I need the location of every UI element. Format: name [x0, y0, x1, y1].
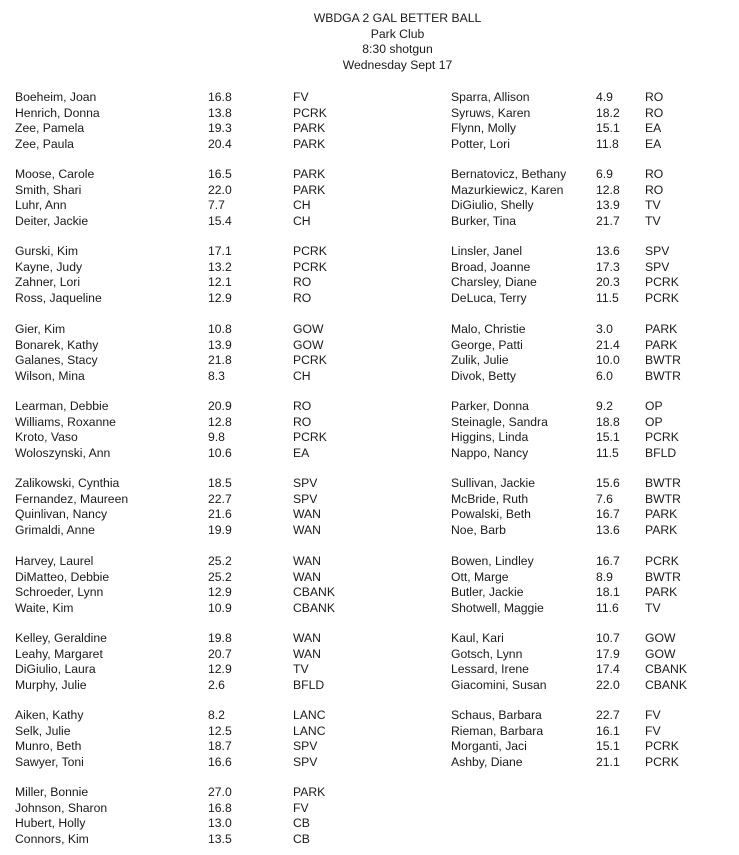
player-name: Steinagle, Sandra [451, 414, 548, 429]
player-handicap: 2.6 [208, 677, 225, 692]
player-club: RO [293, 414, 312, 429]
player-name: Ott, Marge [451, 569, 509, 584]
player-name: Divok, Betty [451, 368, 517, 383]
player-club: SPV [293, 754, 318, 769]
player-handicap: 6.9 [596, 167, 613, 181]
player-club: EA [645, 136, 662, 151]
player-handicap: 21.4 [596, 337, 620, 352]
player-name: Syruws, Karen [451, 105, 531, 120]
player-handicap: 16.7 [596, 554, 620, 568]
player-name: Butler, Jackie [451, 585, 524, 600]
player-name: Giacomini, Susan [451, 677, 547, 692]
player-handicap: 10.6 [208, 445, 232, 460]
player-club: WAN [293, 569, 321, 584]
player-handicap: 15.4 [208, 213, 232, 228]
player-name: Potter, Lori [451, 136, 510, 151]
player-club: CBANK [645, 677, 687, 692]
player-name: Rieman, Barbara [451, 723, 544, 738]
player-name: Gier, Kim [15, 322, 66, 336]
player-name: Woloszynski, Ann [15, 445, 111, 460]
player-name: DeLuca, Terry [451, 290, 527, 305]
player-club: PARK [645, 337, 678, 352]
player-name: Henrich, Donna [15, 105, 100, 120]
player-handicap: 15.1 [596, 739, 620, 754]
player-club: RO [293, 399, 312, 413]
player-name: Flynn, Molly [451, 121, 517, 136]
player-club: GOW [645, 631, 676, 645]
player-name: Bonarek, Kathy [15, 337, 99, 352]
player-club: GOW [293, 337, 324, 352]
player-handicap: 15.6 [596, 476, 620, 490]
player-club: PARK [645, 585, 678, 600]
player-handicap: 13.5 [208, 831, 232, 846]
player-handicap: 12.8 [596, 182, 620, 197]
player-name: Kelley, Geraldine [15, 631, 107, 645]
player-club: CH [293, 213, 311, 228]
player-handicap: 13.0 [208, 816, 232, 831]
player-club: CB [293, 831, 310, 846]
player-club: WAN [293, 646, 321, 661]
player-name: Kaul, Kari [451, 631, 504, 645]
player-name: Learman, Debbie [15, 399, 109, 413]
player-handicap: 9.8 [208, 430, 225, 445]
player-handicap: 18.8 [596, 414, 620, 429]
player-name: Johnson, Sharon [15, 800, 108, 815]
player-handicap: 25.2 [208, 569, 232, 584]
player-club: TV [293, 662, 309, 677]
player-name: Grimaldi, Anne [15, 522, 95, 537]
player-name: Lessard, Irene [451, 662, 529, 677]
player-club: SPV [645, 244, 670, 258]
player-club: CH [293, 368, 311, 383]
player-club: SPV [645, 259, 670, 274]
player-handicap: 12.9 [208, 290, 232, 305]
player-club: PARK [293, 182, 326, 197]
player-name: Sullivan, Jackie [451, 476, 535, 490]
player-club: BWTR [645, 353, 681, 368]
player-club: FV [645, 708, 661, 722]
player-name: Zee, Pamela [15, 121, 85, 136]
player-name: Linsler, Janel [451, 244, 523, 258]
player-name: Ashby, Diane [451, 754, 523, 769]
player-club: PARK [645, 322, 678, 336]
player-club: CBANK [645, 662, 687, 677]
player-handicap: 4.9 [596, 90, 613, 104]
player-name: Sawyer, Toni [15, 754, 84, 769]
player-name: DiMatteo, Debbie [15, 569, 110, 584]
player-club: RO [645, 167, 664, 181]
player-name: Powalski, Beth [451, 507, 531, 522]
player-club: SPV [293, 491, 318, 506]
player-club: CB [293, 816, 310, 831]
player-club: BWTR [645, 368, 681, 383]
player-handicap: 20.3 [596, 275, 620, 290]
player-handicap: 27.0 [208, 785, 232, 799]
player-name: Kroto, Vaso [15, 430, 78, 445]
player-handicap: 6.0 [596, 368, 613, 383]
player-name: Moose, Carole [15, 167, 95, 181]
player-club: PCRK [293, 105, 327, 120]
player-club: EA [645, 121, 662, 136]
player-name: Schaus, Barbara [451, 708, 542, 722]
player-club: PCRK [293, 259, 327, 274]
player-handicap: 20.7 [208, 646, 232, 661]
player-name: George, Patti [451, 337, 523, 352]
player-handicap: 7.7 [208, 198, 225, 213]
player-club: WAN [293, 507, 321, 522]
player-club: CH [293, 198, 311, 213]
player-name: Charsley, Diane [451, 275, 537, 290]
player-club: GOW [645, 646, 676, 661]
player-handicap: 19.8 [208, 631, 232, 645]
player-handicap: 10.8 [208, 322, 232, 336]
player-name: Smith, Shari [15, 182, 82, 197]
player-club: PCRK [645, 754, 679, 769]
player-handicap: 12.1 [208, 275, 232, 290]
player-name: Broad, Joanne [451, 259, 531, 274]
player-name: Sparra, Allison [451, 90, 530, 104]
player-handicap: 16.5 [208, 167, 232, 181]
player-club: RO [645, 105, 664, 120]
player-club: PCRK [645, 554, 679, 568]
player-club: FV [293, 90, 309, 104]
player-handicap: 17.3 [596, 259, 620, 274]
player-name: Nappo, Nancy [451, 445, 529, 460]
player-handicap: 17.1 [208, 244, 232, 258]
player-club: PCRK [293, 353, 327, 368]
event-title: WBDGA 2 GAL BETTER BALL [313, 11, 482, 25]
player-name: Parker, Donna [451, 399, 529, 413]
player-handicap: 17.4 [596, 662, 620, 677]
player-club: RO [645, 90, 664, 104]
player-club: RO [293, 290, 312, 305]
player-handicap: 10.0 [596, 353, 620, 368]
player-handicap: 13.6 [596, 522, 620, 537]
player-name: Leahy, Margaret [15, 646, 103, 661]
player-club: PARK [293, 785, 326, 799]
player-handicap: 21.8 [208, 353, 232, 368]
player-name: Murphy, Julie [15, 677, 87, 692]
player-handicap: 16.8 [208, 800, 232, 815]
player-handicap: 17.9 [596, 646, 620, 661]
player-name: Fernandez, Maureen [15, 491, 129, 506]
player-handicap: 13.8 [208, 105, 232, 120]
player-name: Luhr, Ann [15, 198, 67, 213]
player-club: PARK [293, 167, 326, 181]
player-handicap: 13.9 [596, 198, 620, 213]
player-club: OP [645, 399, 663, 413]
player-club: PARK [293, 121, 326, 136]
player-handicap: 19.9 [208, 522, 232, 537]
player-club: EA [293, 445, 310, 460]
player-handicap: 18.5 [208, 476, 232, 490]
player-handicap: 16.8 [208, 90, 232, 104]
player-club: PCRK [293, 430, 327, 445]
player-club: WAN [293, 522, 321, 537]
player-name: Munro, Beth [15, 739, 82, 754]
player-handicap: 21.7 [596, 213, 620, 228]
player-club: PCRK [645, 290, 679, 305]
player-handicap: 9.2 [596, 399, 613, 413]
player-club: LANC [293, 708, 326, 722]
player-name: Hubert, Holly [15, 816, 86, 831]
player-name: Aiken, Kathy [15, 708, 84, 722]
player-name: Zahner, Lori [15, 275, 81, 290]
player-handicap: 12.5 [208, 723, 232, 738]
player-handicap: 8.3 [208, 368, 225, 383]
player-name: Gurski, Kim [15, 244, 78, 258]
player-handicap: 15.1 [596, 121, 620, 136]
player-name: Morganti, Jaci [451, 739, 527, 754]
player-club: RO [293, 275, 312, 290]
player-club: BWTR [645, 491, 681, 506]
event-venue: Park Club [370, 26, 425, 41]
player-name: DiGiulio, Shelly [451, 198, 534, 213]
player-name: Higgins, Linda [451, 430, 529, 445]
player-handicap: 21.6 [208, 507, 232, 522]
player-handicap: 16.7 [596, 507, 620, 522]
player-club: WAN [293, 554, 321, 568]
player-club: PARK [645, 522, 678, 537]
player-name: McBride, Ruth [451, 491, 529, 506]
player-handicap: 16.1 [596, 723, 620, 738]
player-name: Mazurkiewicz, Karen [451, 182, 564, 197]
player-name: Burker, Tina [451, 213, 517, 228]
player-name: Gotsch, Lynn [451, 646, 523, 661]
player-name: Wilson, Mina [15, 368, 85, 383]
player-handicap: 20.4 [208, 136, 232, 151]
player-club: FV [293, 800, 309, 815]
player-name: Zalikowski, Cynthia [15, 476, 120, 490]
player-handicap: 7.6 [596, 491, 613, 506]
player-handicap: 18.7 [208, 739, 232, 754]
player-handicap: 11.6 [596, 600, 619, 615]
player-club: BFLD [293, 677, 325, 692]
player-handicap: 13.9 [208, 337, 232, 352]
player-club: WAN [293, 631, 321, 645]
player-name: Bowen, Lindley [451, 554, 534, 568]
player-name: Ross, Jaqueline [15, 290, 102, 305]
player-name: Harvey, Laurel [15, 554, 94, 568]
player-club: CBANK [293, 600, 335, 615]
player-name: Kayne, Judy [15, 259, 83, 274]
player-handicap: 10.9 [208, 600, 232, 615]
player-handicap: 18.1 [596, 585, 620, 600]
player-name: Waite, Kim [15, 600, 74, 615]
player-club: PCRK [645, 430, 679, 445]
player-handicap: 8.2 [208, 708, 225, 722]
player-handicap: 10.7 [596, 631, 620, 645]
player-handicap: 12.9 [208, 585, 232, 600]
player-handicap: 18.2 [596, 105, 620, 120]
player-handicap: 21.1 [596, 754, 620, 769]
event-start: 8:30 shotgun [362, 42, 433, 56]
player-handicap: 22.7 [208, 491, 232, 506]
player-club: PARK [645, 507, 678, 522]
player-club: PARK [293, 136, 326, 151]
player-club: GOW [293, 322, 324, 336]
player-handicap: 11.5 [596, 445, 619, 460]
player-handicap: 8.9 [596, 569, 613, 584]
player-club: TV [645, 600, 661, 615]
player-club: TV [645, 198, 661, 213]
player-handicap: 22.0 [208, 182, 232, 197]
player-club: OP [645, 414, 663, 429]
player-handicap: 22.7 [596, 708, 620, 722]
player-handicap: 3.0 [596, 322, 613, 336]
player-handicap: 13.6 [596, 244, 620, 258]
player-club: PCRK [645, 739, 679, 754]
player-name: Shotwell, Maggie [451, 600, 544, 615]
player-handicap: 13.2 [208, 259, 232, 274]
player-handicap: 19.3 [208, 121, 232, 136]
player-handicap: 22.0 [596, 677, 620, 692]
player-handicap: 12.8 [208, 414, 232, 429]
event-date: Wednesday Sept 17 [342, 57, 453, 72]
player-handicap: 15.1 [596, 430, 620, 445]
player-name: Zulik, Julie [451, 353, 509, 368]
player-club: BWTR [645, 476, 681, 490]
player-handicap: 20.9 [208, 399, 232, 413]
player-name: Bernatovicz, Bethany [451, 167, 567, 181]
player-name: Miller, Bonnie [15, 785, 89, 799]
player-club: BFLD [645, 445, 677, 460]
player-name: Deiter, Jackie [15, 213, 89, 228]
player-club: TV [645, 213, 661, 228]
player-name: DiGiulio, Laura [15, 662, 96, 677]
player-handicap: 16.6 [208, 754, 232, 769]
player-name: Galanes, Stacy [15, 353, 98, 368]
player-club: FV [645, 723, 661, 738]
player-handicap: 11.5 [596, 290, 619, 305]
player-name: Schroeder, Lynn [15, 585, 104, 600]
player-name: Connors, Kim [15, 831, 89, 846]
player-name: Malo, Christie [451, 322, 526, 336]
player-club: BWTR [645, 569, 681, 584]
document-header [0, 11, 739, 73]
player-club: LANC [293, 723, 326, 738]
player-club: SPV [293, 739, 318, 754]
player-club: CBANK [293, 585, 335, 600]
player-handicap: 12.9 [208, 662, 232, 677]
player-handicap: 25.2 [208, 554, 232, 568]
player-name: Quinlivan, Nancy [15, 507, 108, 522]
player-name: Boeheim, Joan [15, 90, 97, 104]
player-club: PCRK [645, 275, 679, 290]
player-name: Zee, Paula [15, 136, 74, 151]
player-name: Williams, Roxanne [15, 414, 116, 429]
player-handicap: 11.8 [596, 136, 619, 151]
player-club: PCRK [293, 244, 327, 258]
player-club: RO [645, 182, 664, 197]
player-name: Selk, Julie [15, 723, 71, 738]
player-club: SPV [293, 476, 318, 490]
player-name: Noe, Barb [451, 522, 506, 537]
